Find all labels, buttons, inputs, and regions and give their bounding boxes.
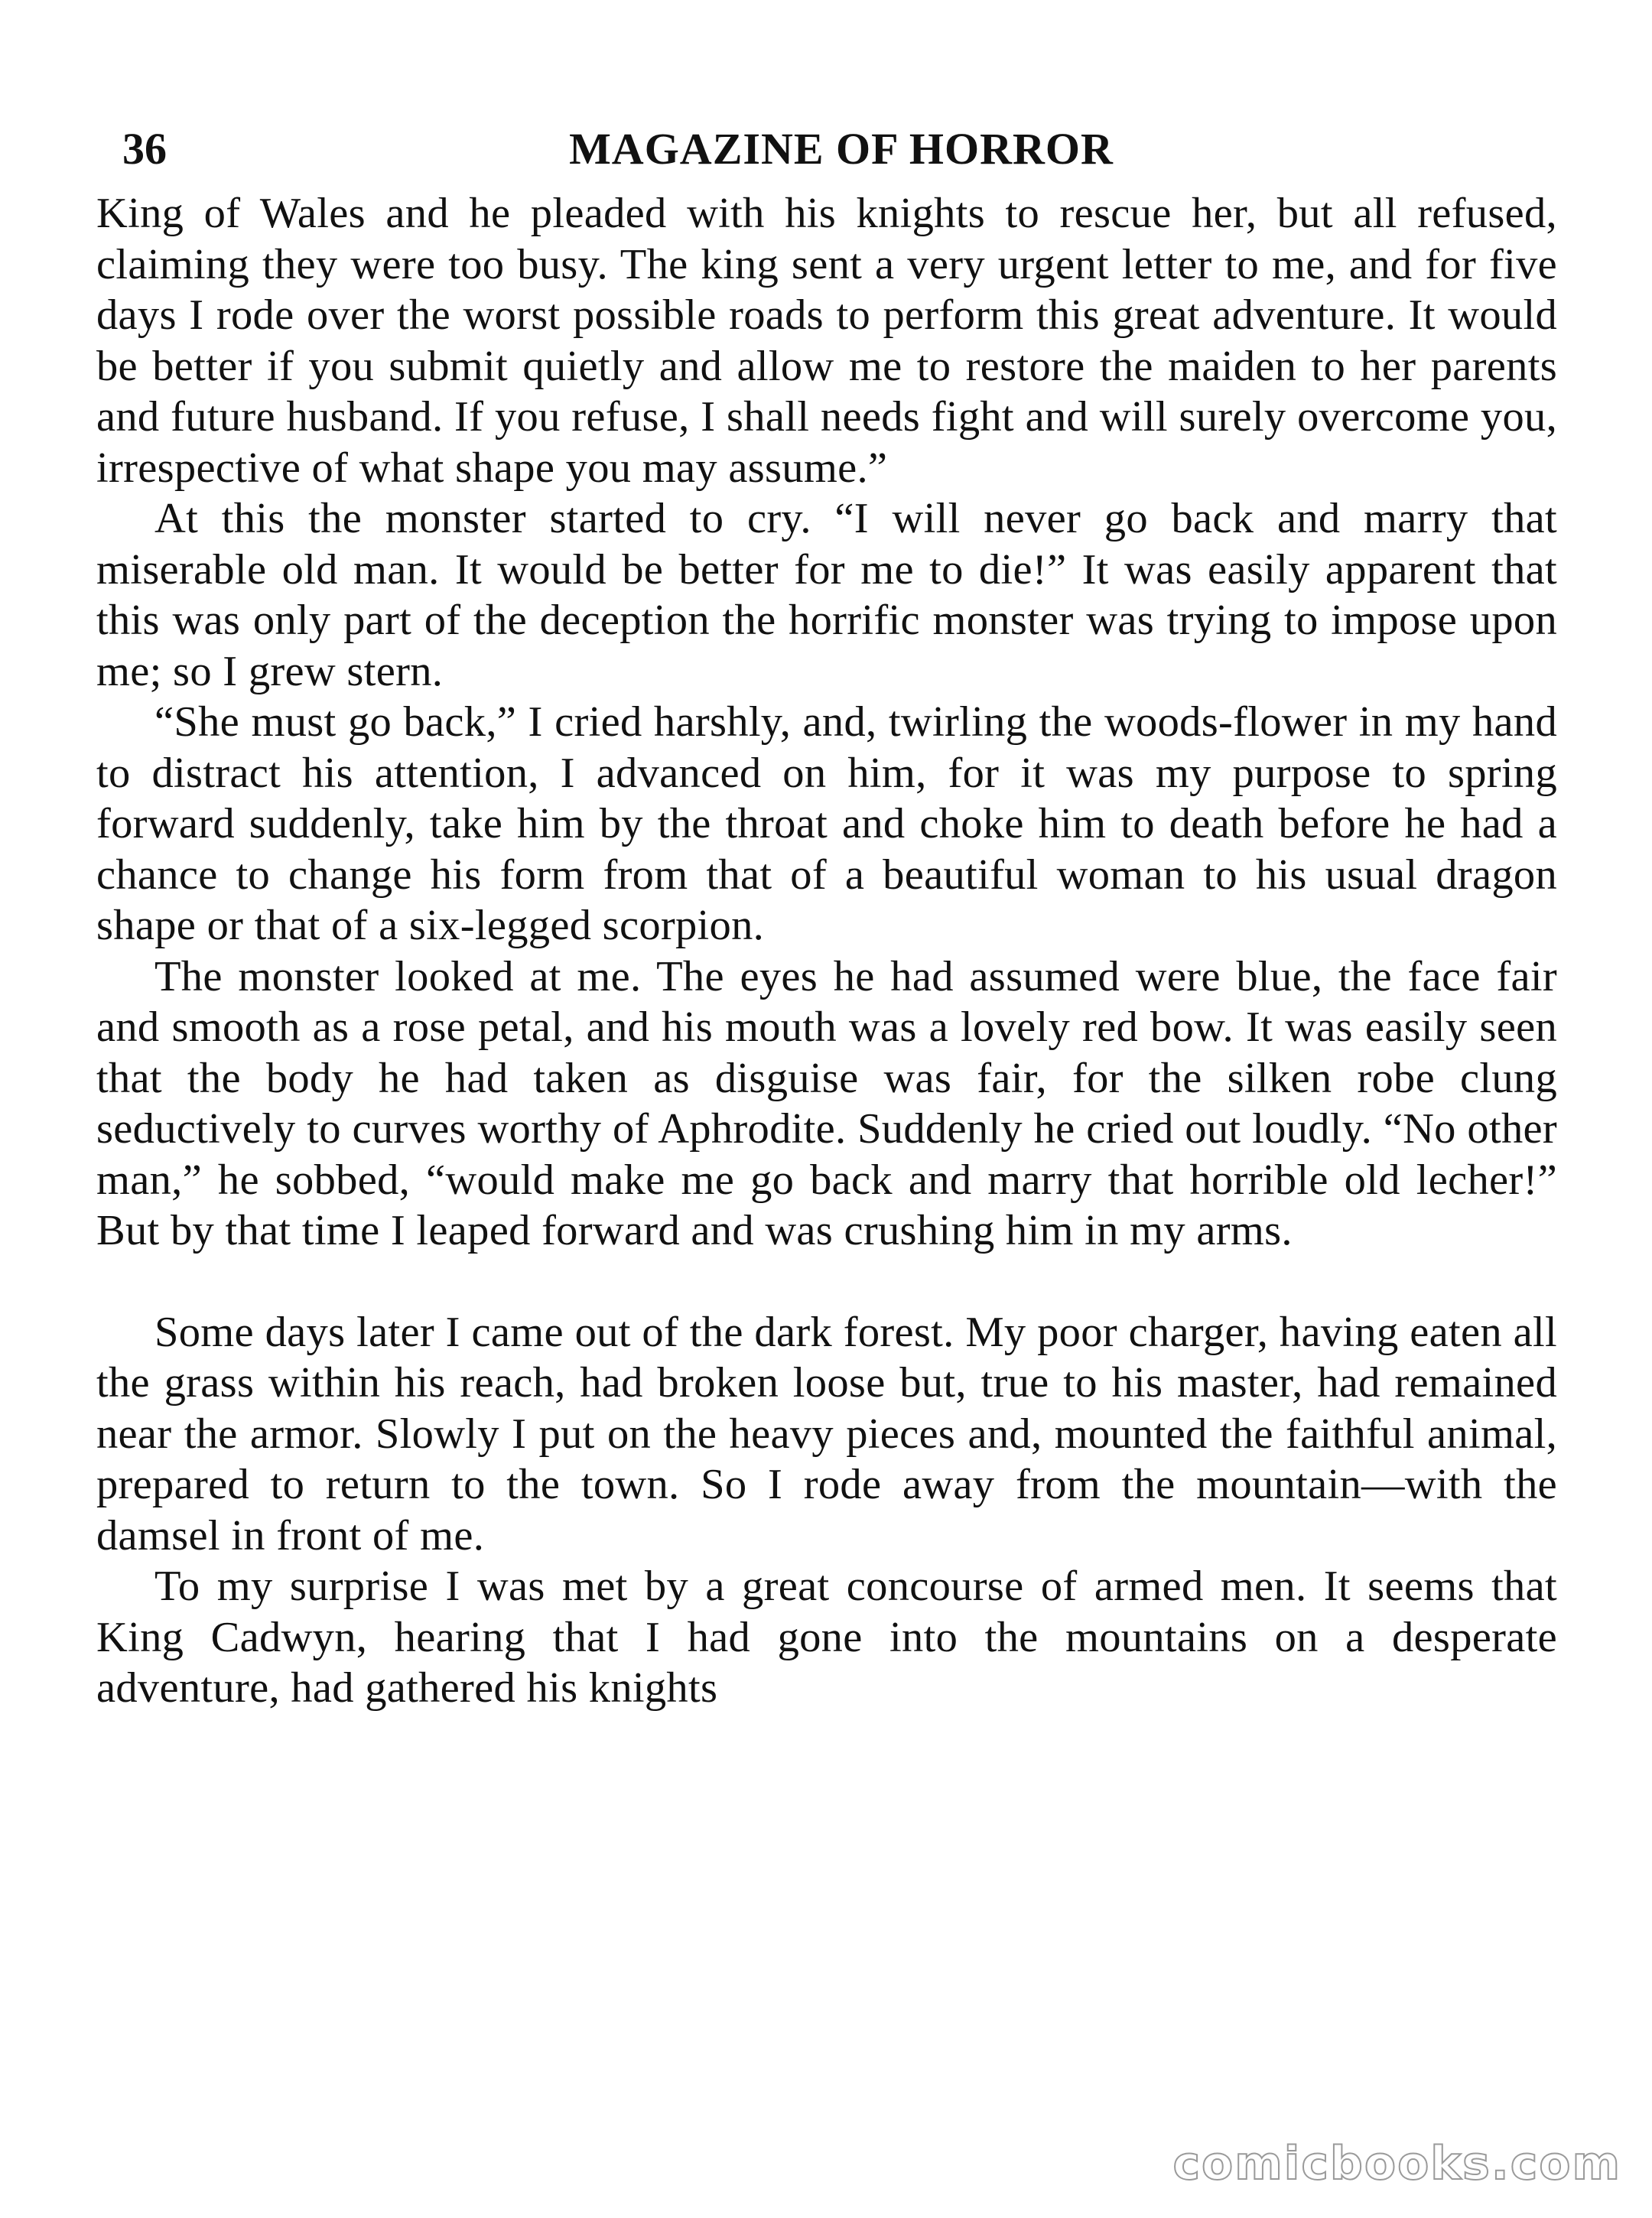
paragraph-3: “She must go back,” I cried harshly, and, twirling the woods-flower in my hand to distract his attention, I advanced on him, for it was my purpose to spring forward suddenly, take him by the throat and choke him to death before he had a chance to change his form from that of a beautiful woman to his usual dragon shape or that of a six-legged scorpion. bbox=[96, 698, 1557, 949]
paragraph-6: To my surprise I was met by a great concourse of armed men. It seems that King Cadwyn, hearing that I had gone into the mountains on a desperate adventure, had gathered his knights bbox=[96, 1563, 1557, 1712]
page-number: 36 bbox=[122, 124, 167, 174]
paragraph-5: Some days later I came out of the dark forest. My poor charger, having eaten all the grass within his reach, had broken loose but, true to his master, had remained near the armor. Slowly I put on the heavy pieces and, mounted the faithful animal, prepared to return to the town. So I rode away from the mountain—with the damsel in front of me. bbox=[96, 1308, 1557, 1559]
running-title: MAGAZINE OF HORROR bbox=[569, 124, 1114, 174]
paragraph-2: At this the monster started to cry. “I will never go back and marry that miserable old man. It would be better for me to die!” It was easily apparent that this was only part of the deception the horrific monster was trying to impose upon me; so I grew stern. bbox=[96, 495, 1557, 695]
paragraph-1: King of Wales and he pleaded with his knights to rescue her, but all refused, claiming they were too busy. The king sent a very urgent letter to me, and for five days I rode over the worst possible roads to perform this great adventure. It would be better if you submit quietly and allow me to restore the maiden to her parents and future husband. If you refuse, I shall needs fight and will surely overcome you, irrespective of what shape you may assume.” bbox=[96, 190, 1557, 492]
section-break bbox=[96, 1257, 1557, 1307]
paragraph-4: The monster looked at me. The eyes he had assumed were blue, the face fair and smooth as a rose petal, and his mouth was a lovely red bow. It was easily seen that the body he had taken as disguise was fair, for the silken robe clung seductively to curves worthy of Aphrodite. Suddenly he cried out loudly. “No other man,” he sobbed, “would make me go back and marry that horrible old lecher!” But by that time I leaped forward and was crushing him in my arms. bbox=[96, 952, 1557, 1254]
page-header bbox=[122, 115, 1560, 184]
article-body bbox=[96, 188, 1557, 1714]
watermark-logo: comicbooks.com bbox=[1172, 2137, 1621, 2190]
